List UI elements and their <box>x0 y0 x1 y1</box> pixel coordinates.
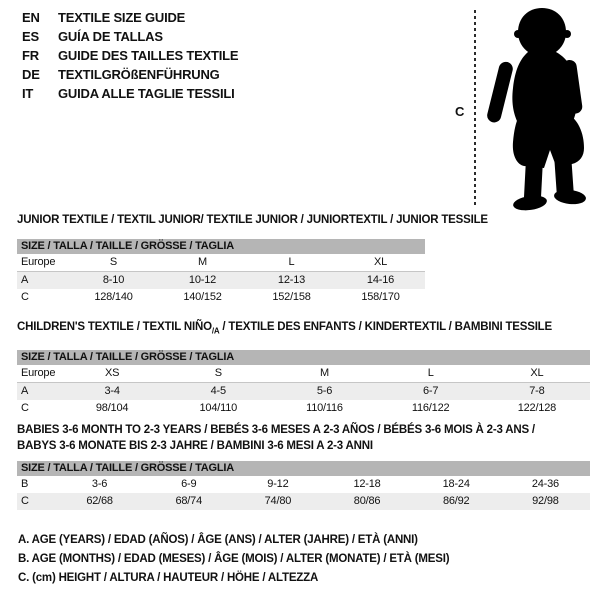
cell: 6-9 <box>181 478 197 490</box>
col-header: XS <box>59 365 165 383</box>
size-header-bar: SIZE / TALLA / TAILLE / GRÖSSE / TAGLIA <box>17 461 590 476</box>
lang-code: ES <box>22 29 39 44</box>
cell: 116/122 <box>411 402 450 415</box>
table-row <box>17 272 425 290</box>
children-size-table <box>17 350 590 417</box>
junior-section <box>17 212 488 306</box>
lang-code: DE <box>22 67 40 82</box>
baby-silhouette-icon <box>482 4 594 212</box>
cell: 74/80 <box>233 493 322 510</box>
cell: 10-12 <box>158 272 247 290</box>
cell: 62/68 <box>55 493 144 510</box>
cell: 8-10 <box>69 272 158 290</box>
col-header: Europe <box>17 365 59 383</box>
children-table-title: CHILDREN'S TEXTILE / TEXTIL $NIÑO_{/A}$ / TEXTILE DES ENFANTS / KINDERTEXTIL / BAMBINI TESSILE <box>17 321 552 336</box>
cell: 140/152 <box>183 291 222 303</box>
col-header: XL <box>336 254 425 272</box>
lang-title: GUIDA ALLE TAGLIE TESSILI <box>58 86 235 101</box>
cell: 24-36 <box>531 478 559 490</box>
junior-table-title: JUNIOR TEXTILE / TEXTIL JUNIOR/ TEXTILE JUNIOR / JUNIORTEXTIL / JUNIOR TESSILE <box>17 214 488 226</box>
col-header: L <box>247 254 336 272</box>
table-row <box>17 289 425 306</box>
lang-row-es <box>22 27 238 46</box>
babies-section <box>17 422 590 510</box>
table-row <box>17 254 425 272</box>
cell: 3-4 <box>59 383 165 401</box>
table-row <box>17 400 590 417</box>
cell: 12-18 <box>353 478 381 490</box>
cell: 104/110 <box>199 402 238 415</box>
row-label: C <box>21 402 29 415</box>
table-row <box>17 383 590 401</box>
table-row <box>17 493 590 510</box>
row-label: B <box>21 478 29 490</box>
lang-row-de <box>22 65 238 84</box>
col-header: L <box>378 365 484 383</box>
cell: 80/86 <box>322 493 411 510</box>
lang-row-en <box>22 8 238 27</box>
babies-table-title-line2: BABYS 3-6 MONATE BIS 2-3 JAHRE / BAMBINI 3-6 MESI A 2-3 ANNI <box>17 440 373 452</box>
cell: 86/92 <box>412 493 501 510</box>
language-title-list <box>22 8 238 103</box>
children-section <box>17 319 590 417</box>
lang-title: TEXTILE SIZE GUIDE <box>58 10 186 25</box>
col-header: S <box>165 365 271 383</box>
col-header: M <box>158 254 247 272</box>
cell: 5-6 <box>271 383 377 401</box>
cell: 122/128 <box>517 402 557 415</box>
cell: 18-24 <box>442 478 470 490</box>
cell: 68/74 <box>144 493 233 510</box>
legend <box>18 531 449 588</box>
cell: 7-8 <box>484 383 590 401</box>
gender-suffix: /A <box>211 326 220 336</box>
col-header: Europe <box>17 254 69 272</box>
lang-title: TEXTILGRÖßENFÜHRUNG <box>58 67 220 82</box>
col-header: XL <box>484 365 590 383</box>
legend-line-c: C. (cm) HEIGHT / ALTURA / HAUTEUR / HÖHE / ALTEZZA <box>18 572 319 584</box>
col-header: S <box>69 254 158 272</box>
legend-line-b: B. AGE (MONTHS) / EDAD (MESES) / ÂGE (MOIS) / ALTER (MONATE) / ETÀ (MESI) <box>18 553 450 565</box>
babies-table-title-line1: BABIES 3-6 MONTH TO 2-3 YEARS / BEBÉS 3-6 MESES A 2-3 AÑOS / BÉBÉS 3-6 MOIS À 2-3 ANS / <box>17 424 535 436</box>
babies-size-table <box>17 461 590 510</box>
cell: 128/140 <box>94 291 133 303</box>
row-label: A <box>17 272 69 290</box>
row-label: C <box>21 291 29 303</box>
cell: 6-7 <box>378 383 484 401</box>
lang-row-fr <box>22 46 238 65</box>
lang-row-it <box>22 84 238 103</box>
col-header: M <box>271 365 377 383</box>
cell: 152/158 <box>272 291 311 303</box>
cell: 110/116 <box>306 402 343 415</box>
cell: 4-5 <box>165 383 271 401</box>
cell: 3-6 <box>91 478 108 490</box>
height-label: C <box>455 104 465 119</box>
row-label: C <box>17 493 55 510</box>
cell: 92/98 <box>501 493 590 510</box>
cell: 158/170 <box>361 291 400 303</box>
size-header-bar: SIZE / TALLA / TAILLE / GRÖSSE / TAGLIA <box>17 239 425 254</box>
table-row <box>17 476 590 493</box>
cell: 14-16 <box>336 272 425 290</box>
row-label: A <box>17 383 59 401</box>
height-measure-dashed-line <box>474 10 476 208</box>
lang-code: FR <box>22 48 39 63</box>
lang-title: GUIDE DES TAILLES TEXTILE <box>58 48 239 63</box>
cell: 12-13 <box>247 272 336 290</box>
lang-code: IT <box>22 86 34 101</box>
cell: 98/104 <box>95 402 129 415</box>
table-row <box>17 365 590 383</box>
lang-title: GUÍA DE TALLAS <box>58 29 163 44</box>
junior-size-table <box>17 239 425 306</box>
cell: 9-12 <box>267 478 289 490</box>
lang-code: EN <box>22 10 40 25</box>
legend-line-a: A. AGE (YEARS) / EDAD (AÑOS) / ÂGE (ANS) / ALTER (JAHRE) / ETÀ (ANNI) <box>18 534 418 546</box>
size-header-bar: SIZE / TALLA / TAILLE / GRÖSSE / TAGLIA <box>17 350 590 365</box>
